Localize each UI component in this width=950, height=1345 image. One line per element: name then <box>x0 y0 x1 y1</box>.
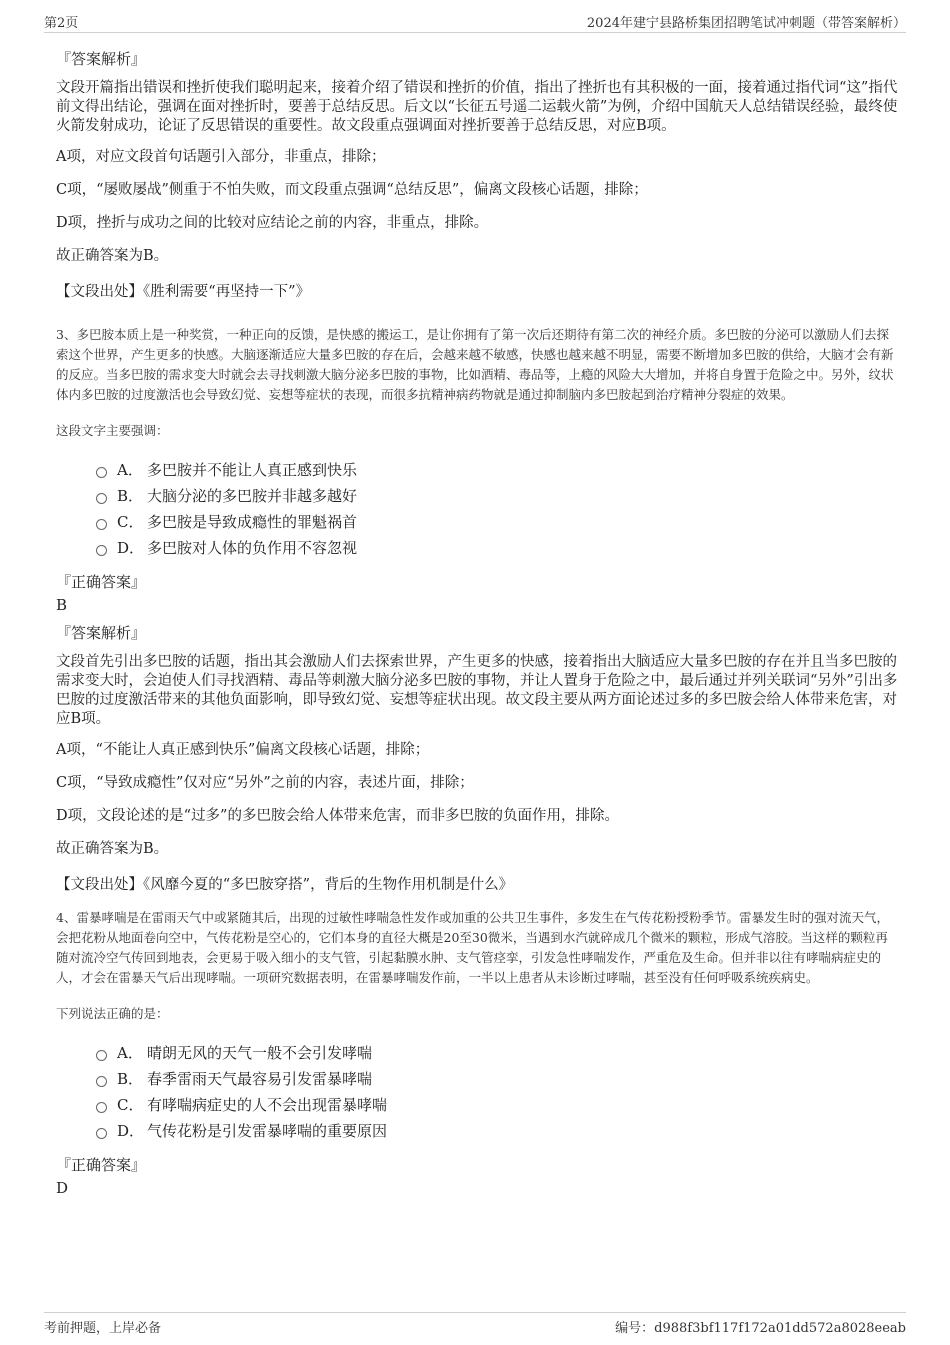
radio-icon[interactable] <box>96 1102 107 1113</box>
page-header <box>44 10 906 33</box>
analysis-option-c: C项，“导致成瘾性”仅对应“另外”之前的内容，表述片面，排除； <box>56 775 474 791</box>
page-content <box>56 40 898 1201</box>
document-title: 2024年建宁县路桥集团招聘笔试冲刺题（带答案解析） <box>586 16 906 31</box>
page-footer <box>44 1312 906 1335</box>
question-3 <box>56 325 898 894</box>
radio-icon[interactable] <box>96 1050 107 1061</box>
section-1-analysis <box>56 48 898 301</box>
answer-value: D <box>56 1179 69 1197</box>
radio-icon[interactable] <box>96 1076 107 1087</box>
analysis-option-d: D项，挫折与成功之间的比较对应结论之前的内容，非重点，排除。 <box>56 215 489 231</box>
question-4 <box>56 908 898 1197</box>
question-text: 3、多巴胺本质上是一种奖赏，一种正向的反馈，是快感的搬运工，是让你拥有了第一次后还期待有第二次的神经介质。多巴胺的分泌可以激励人们去探索这个世界，产生更多的快感。大脑逐渐适应大量多巴胺的存在后，会越来越不敏感，快感也越来越不明显，需要不断增加多巴胺的供给，大脑才会有新的反应。当多巴胺的需求变大时就会去寻找刺激大脑分泌多巴胺的事物，比如酒精、毒品等，上瘾的风险大大增加，并将自身置于危险之中。另外，纹状体内多巴胺的过度激活也会导致幻觉、妄想等症状的表现，而很多抗精神病药物就是通过抑制脑内多巴胺起到治疗精神分裂症的效果。 <box>56 327 894 402</box>
analysis-option-a: A项，“不能让人真正感到快乐”偏离文段核心话题，排除； <box>56 742 430 758</box>
analysis-conclusion: 故正确答案为B。 <box>56 841 169 857</box>
radio-icon[interactable] <box>96 545 107 556</box>
analysis-option-a: A项，对应文段首句话题引入部分，非重点，排除； <box>56 149 386 165</box>
radio-icon[interactable] <box>96 519 107 530</box>
option-c[interactable]: C． 有哮喘病症史的人不会出现雷暴哮喘 <box>96 1092 898 1118</box>
radio-icon[interactable] <box>96 1128 107 1139</box>
source-citation: 【文段出处】《风靡今夏的“多巴胺穿搭”，背后的生物作用机制是什么》 <box>56 877 514 893</box>
source-citation: 【文段出处】《胜利需要“再坚持一下”》 <box>56 284 311 300</box>
document-id: 编号：d988f3bf117f172a01dd572a8028eeab <box>615 1321 906 1336</box>
option-b[interactable]: B． 大脑分泌的多巴胺并非越多越好 <box>96 483 898 509</box>
analysis-label: 『答案解析』 <box>56 50 147 68</box>
option-b[interactable]: B． 春季雷雨天气最容易引发雷暴哮喘 <box>96 1066 898 1092</box>
option-list <box>96 457 898 561</box>
analysis-text: 文段首先引出多巴胺的话题，指出其会激励人们去探索世界，产生更多的快感，接着指出大脑适应大量多巴胺的存在并且当多巴胺的需求变大时，会迫使人们寻找酒精、毒品等刺激大脑分泌多巴胺的事物，并让人置身于危险之中，最后通过并列关联词“另外”引出多巴胺的过度激活带来的其他负面影响，即导致幻觉、妄想等症状出现。故文段主要从两方面论述过多的多巴胺会给人体带来危害，对应B项。 <box>56 654 898 727</box>
analysis-option-d: D项，文段论述的是“过多”的多巴胺会给人体带来危害，而非多巴胺的负面作用，排除。 <box>56 808 619 824</box>
option-c[interactable]: C． 多巴胺是导致成瘾性的罪魁祸首 <box>96 509 898 535</box>
answer-label: 『正确答案』 <box>56 1156 147 1174</box>
analysis-option-c: C项，“屡败屡战”侧重于不怕失败，而文段重点强调“总结反思”，偏离文段核心话题，排除； <box>56 182 648 198</box>
answer-value: B <box>56 596 68 614</box>
option-d[interactable]: D． 多巴胺对人体的负作用不容忽视 <box>96 535 898 561</box>
radio-icon[interactable] <box>96 493 107 504</box>
analysis-text: 文段开篇指出错误和挫折使我们聪明起来，接着介绍了错误和挫折的价值，指出了挫折也有其积极的一面，接着通过指代词“这”指代前文得出结论，强调在面对挫折时，要善于总结反思。后文以“长征五号遥二运载火箭”为例，介绍中国航天人总结错误经验，最终使火箭发射成功，论证了反思错误的重要性。故文段重点强调面对挫折要善于总结反思，对应B项。 <box>56 80 898 134</box>
option-a[interactable]: A． 多巴胺并不能让人真正感到快乐 <box>96 457 898 483</box>
option-a[interactable]: A． 晴朗无风的天气一般不会引发哮喘 <box>96 1040 898 1066</box>
option-d[interactable]: D． 气传花粉是引发雷暴哮喘的重要原因 <box>96 1118 898 1144</box>
option-list <box>96 1040 898 1144</box>
page-number: 第2页 <box>44 16 79 31</box>
analysis-label: 『答案解析』 <box>56 624 147 642</box>
analysis-conclusion: 故正确答案为B。 <box>56 248 169 264</box>
question-prompt: 这段文字主要强调： <box>56 423 169 438</box>
question-text: 4、雷暴哮喘是在雷雨天气中或紧随其后，出现的过敏性哮喘急性发作或加重的公共卫生事件，多发生在气传花粉授粉季节。雷暴发生时的强对流天气，会把花粉从地面卷向空中，气传花粉是空心的，它们本身的直径大概是20至30微米，当遇到水汽就碎成几个微米的颗粒，形成气溶胶。当这样的颗粒再随对流冷空气传回到地表，会更易于吸入细小的支气管，引起黏膜水肿、支气管痉挛，引发急性哮喘发作，严重危及生命。但并非以往有哮喘病症史的人，才会在雷暴天气后出现哮喘。一项研究数据表明，在雷暴哮喘发作前，一半以上患者从未诊断过哮喘，甚至没有任何呼吸系统疾病史。 <box>56 910 889 985</box>
answer-label: 『正确答案』 <box>56 573 147 591</box>
footer-slogan: 考前押题，上岸必备 <box>44 1321 162 1336</box>
question-prompt: 下列说法正确的是： <box>56 1006 169 1021</box>
radio-icon[interactable] <box>96 467 107 478</box>
